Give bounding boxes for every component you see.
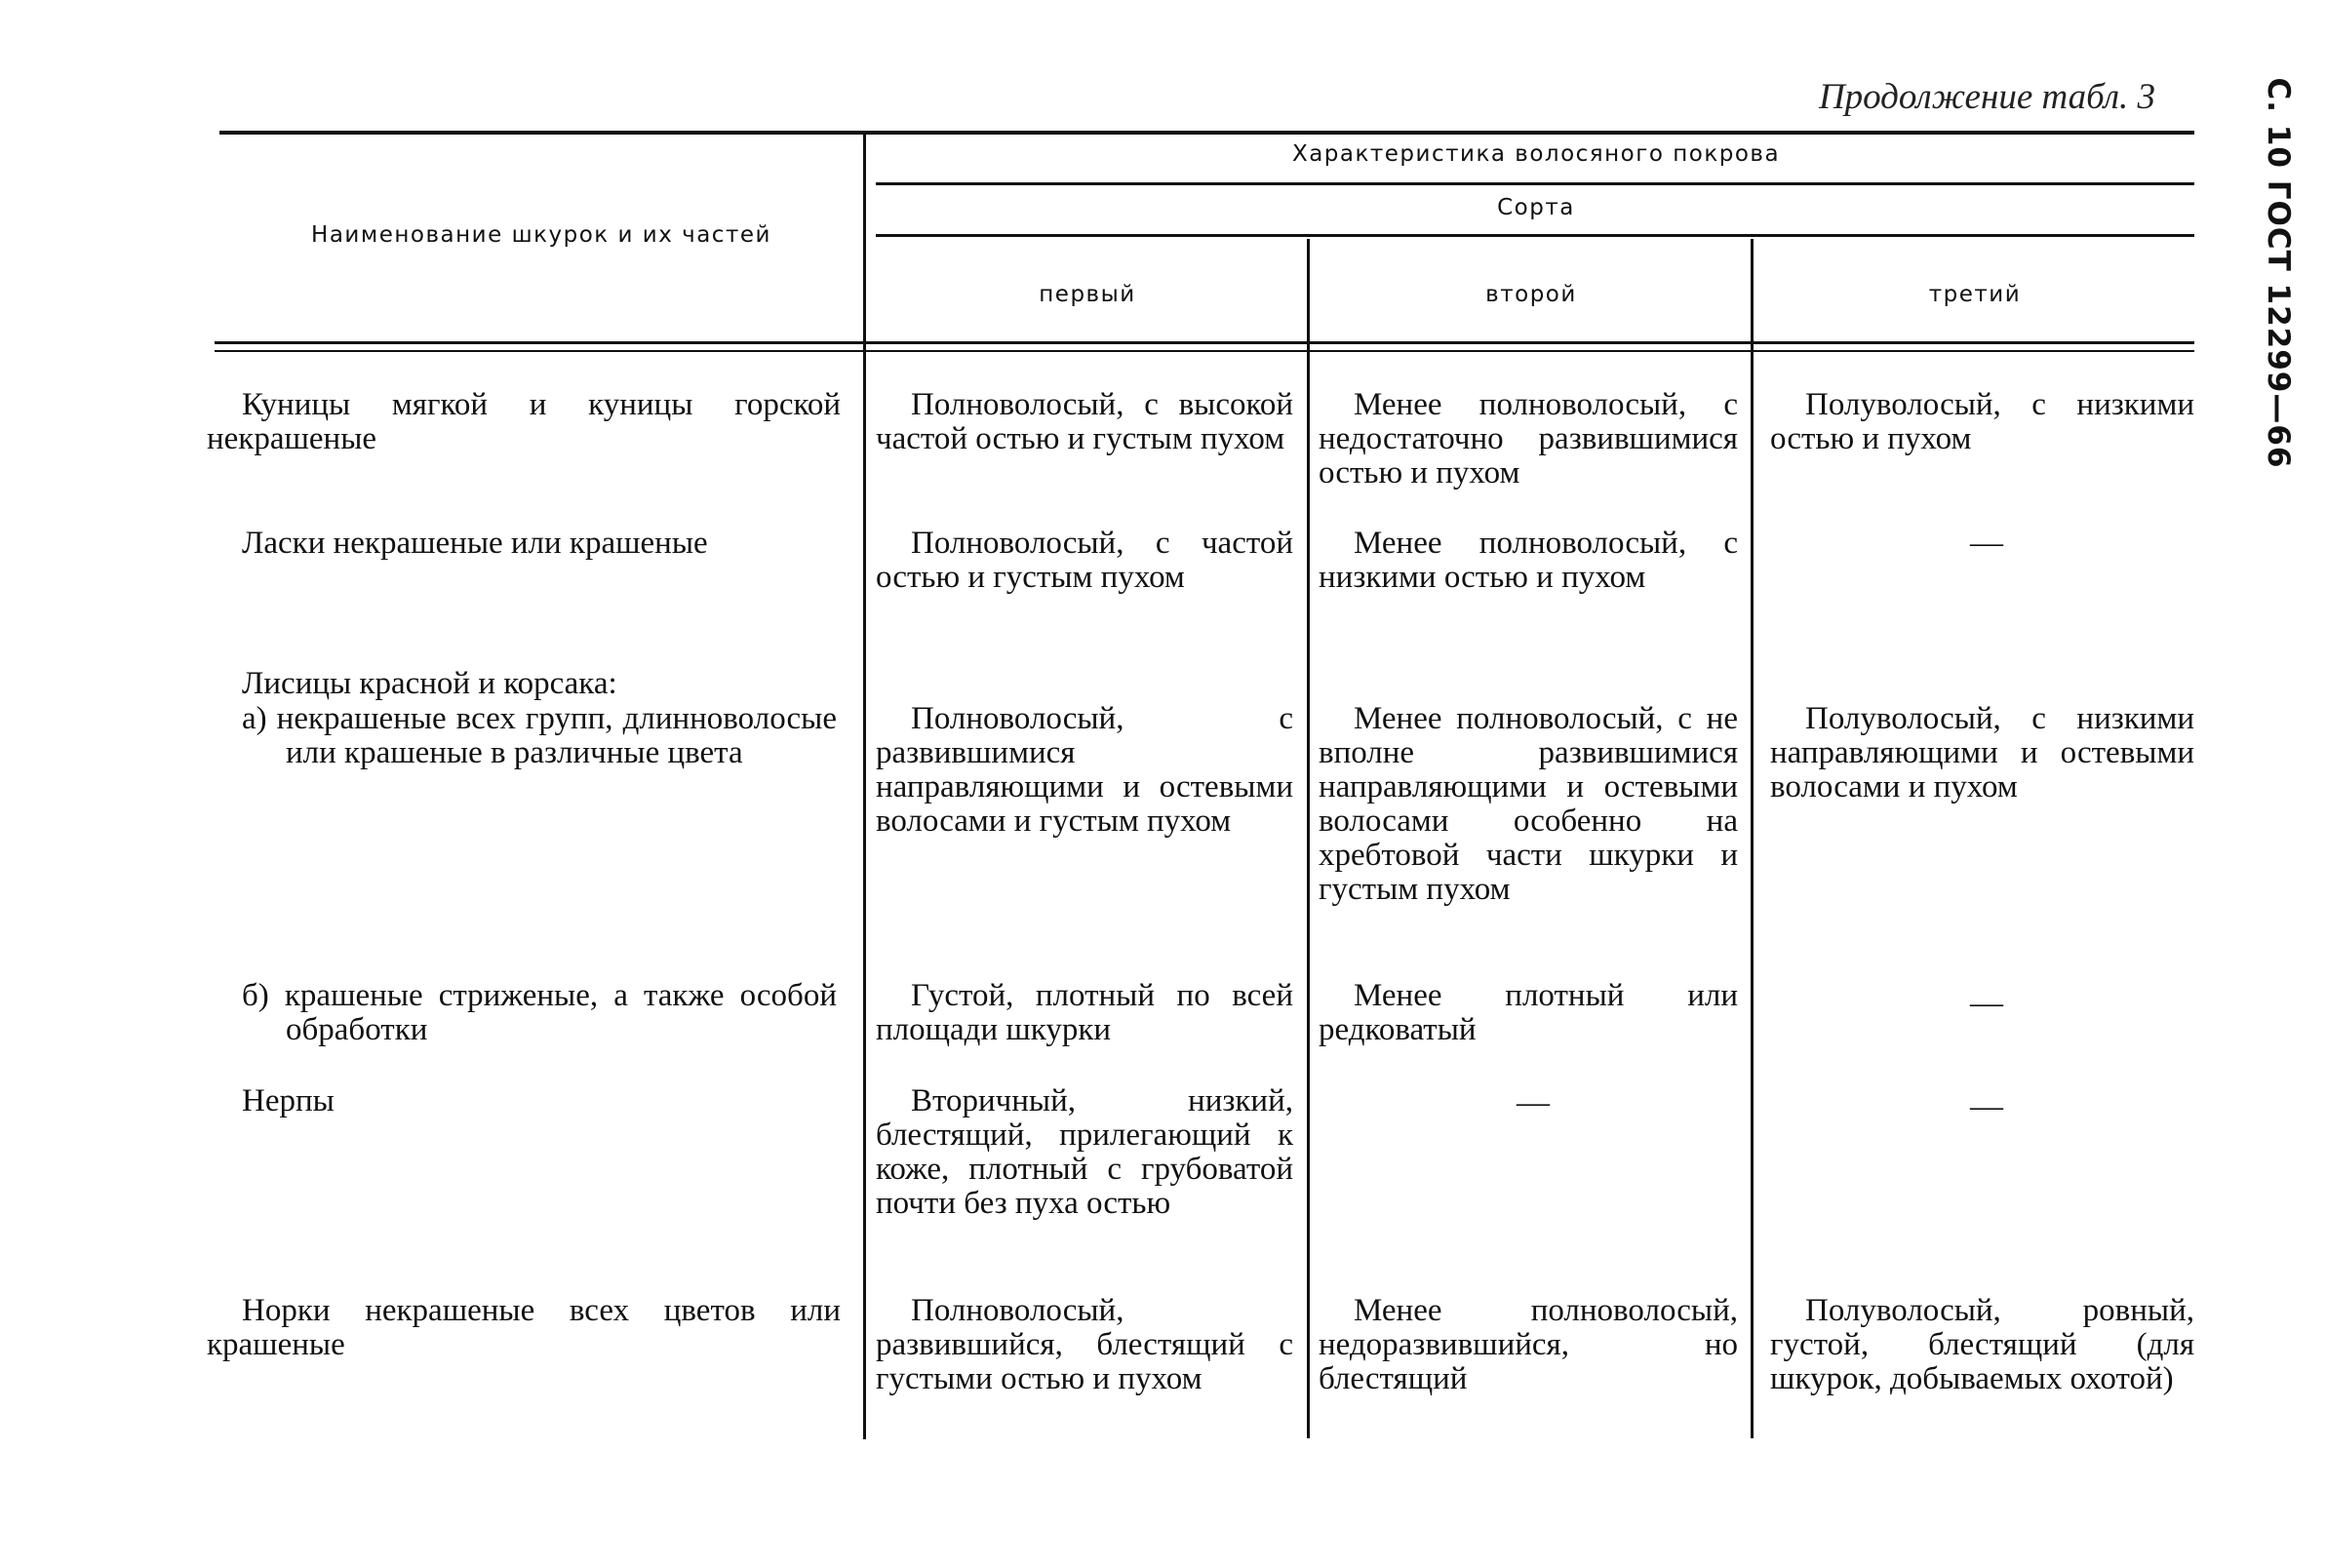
row-2-second: Менее полноволосый, с низкими остью и пухом [1319,526,1738,595]
second-third-divider [1751,239,1754,1438]
continuation-caption: Продолжение табл. 3 [1818,77,2155,117]
row-6-name: Норки некрашеные всех цветов или крашеные [207,1293,841,1362]
first-second-divider [1307,239,1310,1438]
row-3-third: Полуволосый, с низкими направляющими и остевыми волосами и пухом [1770,701,2194,804]
grade-columns-rule [876,234,2194,237]
header-name-column: Наименование шкурок и их частей [311,222,771,248]
table-top-rule [219,131,2194,135]
row-3-name: а) некрашеные всех групп, длинноволосые или крашеные в различные цвета [242,701,837,770]
row-2-name: Ласки некрашеные или крашеные [242,526,708,561]
side-label-text: С. 10 ГОСТ 12299—66 [2261,77,2296,469]
row-1-third: Полуволосый, с низкими остью и пухом [1770,387,2194,456]
header-characteristic: Характеристика волосяного покрова [1291,141,1781,167]
header-bottom-rule-2 [215,350,2194,352]
row-4-first: Густой, плотный по всей площади шкурки [876,978,1293,1047]
row-1-first: Полноволосый, с высокой частой остью и густым пухом [876,387,1293,456]
row-2-first: Полноволосый, с частой остью и густым пухом [876,526,1293,595]
row-3-name-heading: Лисицы красной и корсака: [242,666,617,701]
row-4-name: б) крашеные стриженые, а также особой обработки [242,978,837,1047]
header-grade-third: третий [1928,282,2022,307]
row-1-name: Куницы мягкой и куницы горской некрашеные [207,387,841,456]
row-3-first: Полноволосый, с развившимися направляющими и остевыми волосами и густым пухом [876,701,1293,839]
row-6-second: Менее полноволосый, недоразвившийся, но блестящий [1319,1293,1738,1396]
row-4-third-dash: — [1970,985,2003,1021]
header-grades: Сорта [1497,195,1575,220]
row-5-second-dash: — [1517,1084,1550,1120]
row-6-third: Полуволосый, ровный, густой, блестящий (для шкурок, добываемых охотой) [1770,1293,2194,1396]
row-2-third-dash: — [1970,525,2003,561]
page-side-label [2249,77,2307,469]
row-1-second: Менее полноволосый, с недостаточно развившимися остью и пухом [1319,387,1738,490]
row-5-name: Нерпы [242,1083,335,1118]
header-grade-first: первый [1039,282,1136,307]
header-bottom-rule-1 [215,341,2194,344]
row-6-first: Полноволосый, развившийся, блестящий с густыми остью и пухом [876,1293,1293,1396]
name-column-divider [863,133,866,1439]
grades-rule [876,182,2194,185]
row-4-second: Менее плотный или редковатый [1319,978,1738,1047]
header-grade-second: второй [1485,282,1577,307]
row-5-first: Вторичный, низкий, блестящий, прилегающий к коже, плотный с грубоватой почти без пуха остью [876,1083,1293,1221]
row-3-second: Менее полноволосый, с не вполне развившимися направляющими и остевыми волосами особенно на хребтовой части шкурки и густым пухом [1319,701,1738,907]
row-5-third-dash: — [1970,1088,2003,1124]
